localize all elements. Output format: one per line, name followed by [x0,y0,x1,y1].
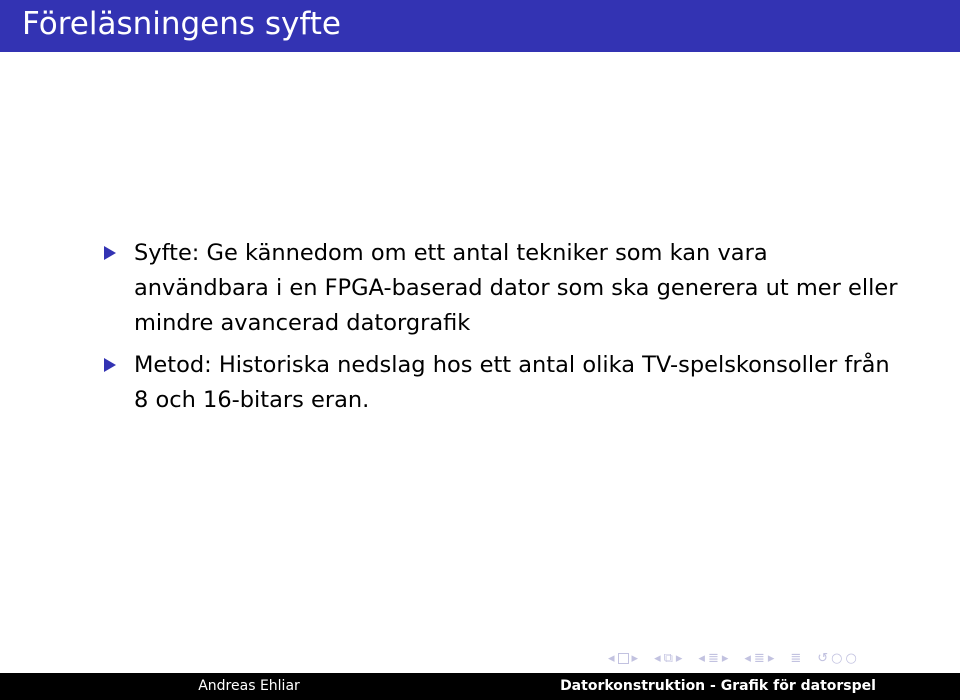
bullet-triangle-icon [104,358,116,372]
bullet-triangle-icon [104,246,116,260]
bullet-text: Syfte: Ge kännedom om ett antal tekniker som kan vara användbara i en FPGA-baserad dator som ska generera ut mer eller mindre avancerad datorgrafik [134,240,898,336]
nav-right-arrow-icon[interactable]: ▸ [631,650,639,666]
nav-document-icon[interactable]: ≣ [790,650,802,666]
nav-frame-icon[interactable] [618,653,629,664]
nav-zoom-icon[interactable]: ○ [845,650,857,666]
slide-title: Föreläsningens syfte [22,6,341,42]
bullet-text: Metod: Historiska nedslag hos ett antal olika TV-spelskonsoller från 8 och 16-bitars eran. [134,352,890,413]
nav-left-arrow-icon[interactable]: ◂ [608,650,615,666]
title-bar [0,0,960,52]
nav-section-icon[interactable]: ≣ [707,650,719,666]
nav-section-icon[interactable]: ≣ [753,650,765,666]
footer-course-title: Datorkonstruktion - Grafik för datorspel [480,673,960,700]
nav-left-arrow-icon[interactable]: ◂ [744,650,751,666]
bullet-item-syfte [104,236,904,341]
nav-search-icon[interactable]: ↺ [817,650,829,666]
slide-content [104,236,904,425]
nav-right-arrow-icon[interactable]: ▸ [675,650,683,666]
nav-right-arrow-icon[interactable]: ▸ [767,650,775,666]
nav-subsection-icon[interactable]: ⧉ [663,650,673,666]
nav-left-arrow-icon[interactable]: ◂ [654,650,661,666]
footer-bar [0,673,960,700]
bullet-item-metod [104,348,904,418]
nav-left-arrow-icon[interactable]: ◂ [698,650,705,666]
beamer-navigation [608,648,857,668]
nav-zoom-icon[interactable]: ○ [831,650,843,666]
nav-right-arrow-icon[interactable]: ▸ [721,650,729,666]
footer-author: Andreas Ehliar [198,678,300,694]
